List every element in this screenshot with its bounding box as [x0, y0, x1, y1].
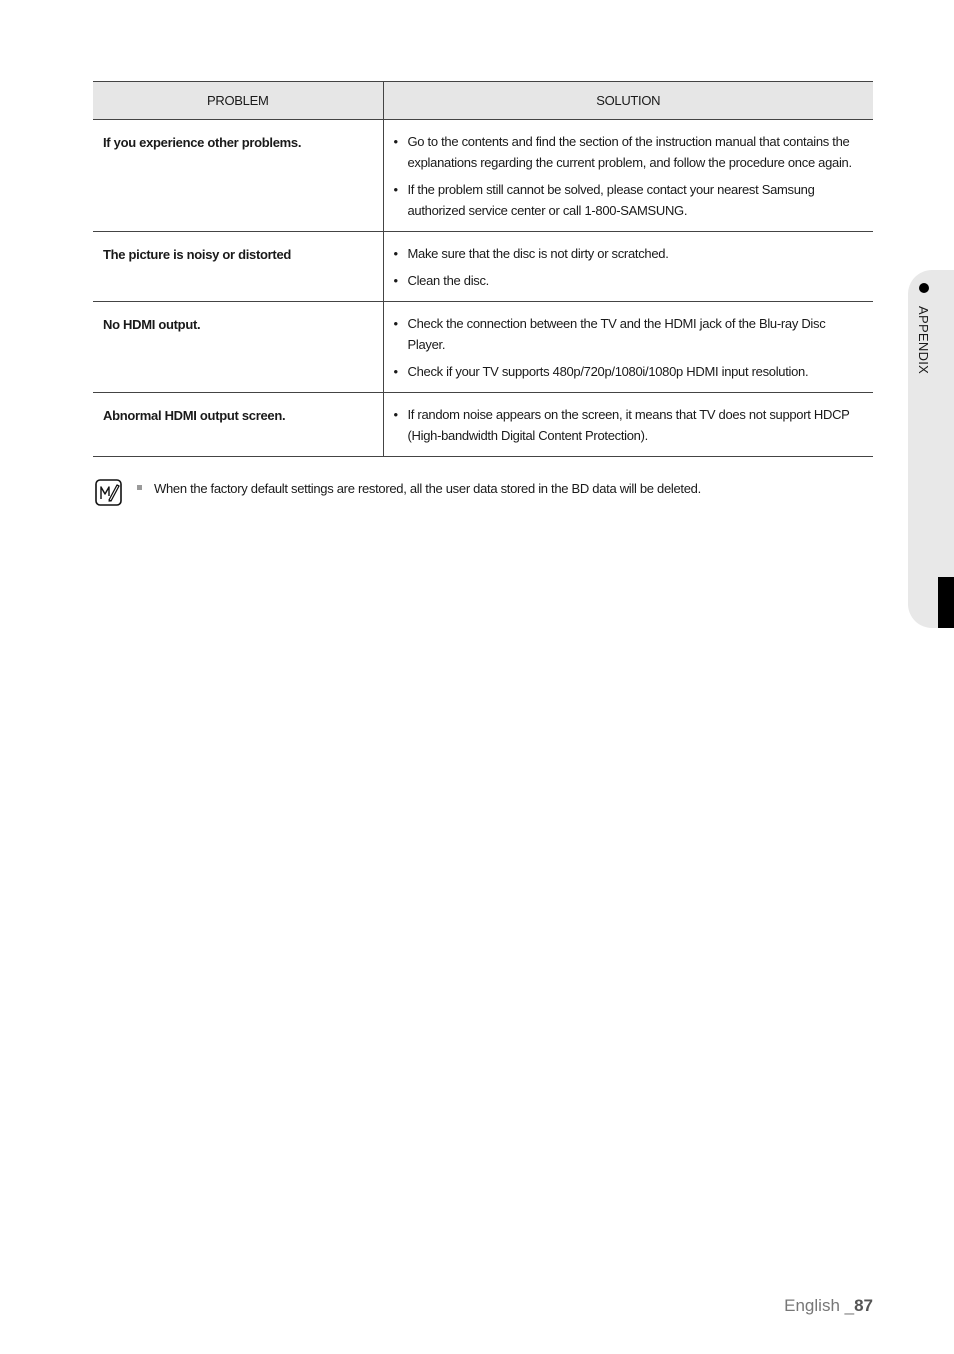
solution-item	[394, 404, 866, 446]
solution-list	[384, 232, 874, 301]
bullet-icon: •	[393, 273, 398, 288]
table-row	[93, 120, 873, 232]
solution-text: Go to the contents and find the section of the instruction manual that contains the explanations regarding the current problem, and follow the procedure once again.	[407, 134, 852, 170]
bullet-icon: •	[393, 134, 398, 149]
solution-text: If the problem still cannot be solved, please contact your nearest Samsung authorized service center or call 1-800-SAMSUNG.	[407, 182, 815, 218]
troubleshooting-table-wrap	[93, 81, 873, 457]
solution-item	[394, 361, 866, 382]
solution-item	[394, 131, 866, 173]
solution-list	[384, 302, 874, 392]
solution-text: Check the connection between the TV and the HDMI jack of the Blu-ray Disc Player.	[407, 316, 826, 352]
table-row	[93, 232, 873, 302]
problem-cell	[93, 393, 383, 457]
bullet-icon: •	[393, 407, 398, 422]
solution-text: Check if your TV supports 480p/720p/1080i/1080p HDMI input resolution.	[407, 364, 809, 379]
note-text: When the factory default settings are restored, all the user data stored in the BD data will be deleted.	[154, 481, 701, 496]
solution-cell	[383, 120, 873, 232]
column-header-problem: PROBLEM	[93, 82, 383, 120]
bullet-icon: •	[393, 246, 398, 261]
tab-dot-icon	[919, 283, 929, 293]
solution-list	[384, 393, 874, 456]
solution-item	[394, 270, 866, 291]
page-number: 87	[854, 1296, 873, 1315]
footer-language: English _	[784, 1296, 855, 1315]
note-pencil-icon	[95, 479, 122, 506]
problem-cell	[93, 232, 383, 302]
problem-cell	[93, 120, 383, 232]
solution-text: If random noise appears on the screen, it means that TV does not support HDCP (High-bandwidth Digital Content Protection).	[407, 407, 850, 443]
solution-list	[384, 120, 874, 231]
problem-text: If you experience other problems.	[103, 135, 302, 150]
bullet-icon: •	[393, 316, 398, 331]
problem-cell	[93, 302, 383, 393]
problem-text: No HDMI output.	[103, 317, 201, 332]
solution-text: Clean the disc.	[407, 273, 489, 288]
solution-text: Make sure that the disc is not dirty or scratched.	[407, 246, 669, 261]
tab-marker-strip	[938, 577, 954, 628]
page-footer	[784, 1296, 873, 1316]
troubleshooting-table	[93, 81, 873, 457]
solution-item	[394, 313, 866, 355]
bullet-icon: •	[393, 364, 398, 379]
problem-text: Abnormal HDMI output screen.	[103, 408, 286, 423]
section-tab-label: APPENDIX	[916, 306, 931, 375]
column-header-solution: SOLUTION	[383, 82, 873, 120]
solution-item	[394, 243, 866, 264]
problem-text: The picture is noisy or distorted	[103, 247, 292, 262]
solution-item	[394, 179, 866, 221]
bullet-icon: •	[393, 182, 398, 197]
note-bullet-square	[137, 485, 142, 490]
solution-cell	[383, 302, 873, 393]
table-row	[93, 393, 873, 457]
section-side-tab	[908, 270, 954, 628]
solution-cell	[383, 393, 873, 457]
solution-cell	[383, 232, 873, 302]
table-header-row	[93, 82, 873, 120]
table-row	[93, 302, 873, 393]
note-block	[95, 479, 873, 509]
